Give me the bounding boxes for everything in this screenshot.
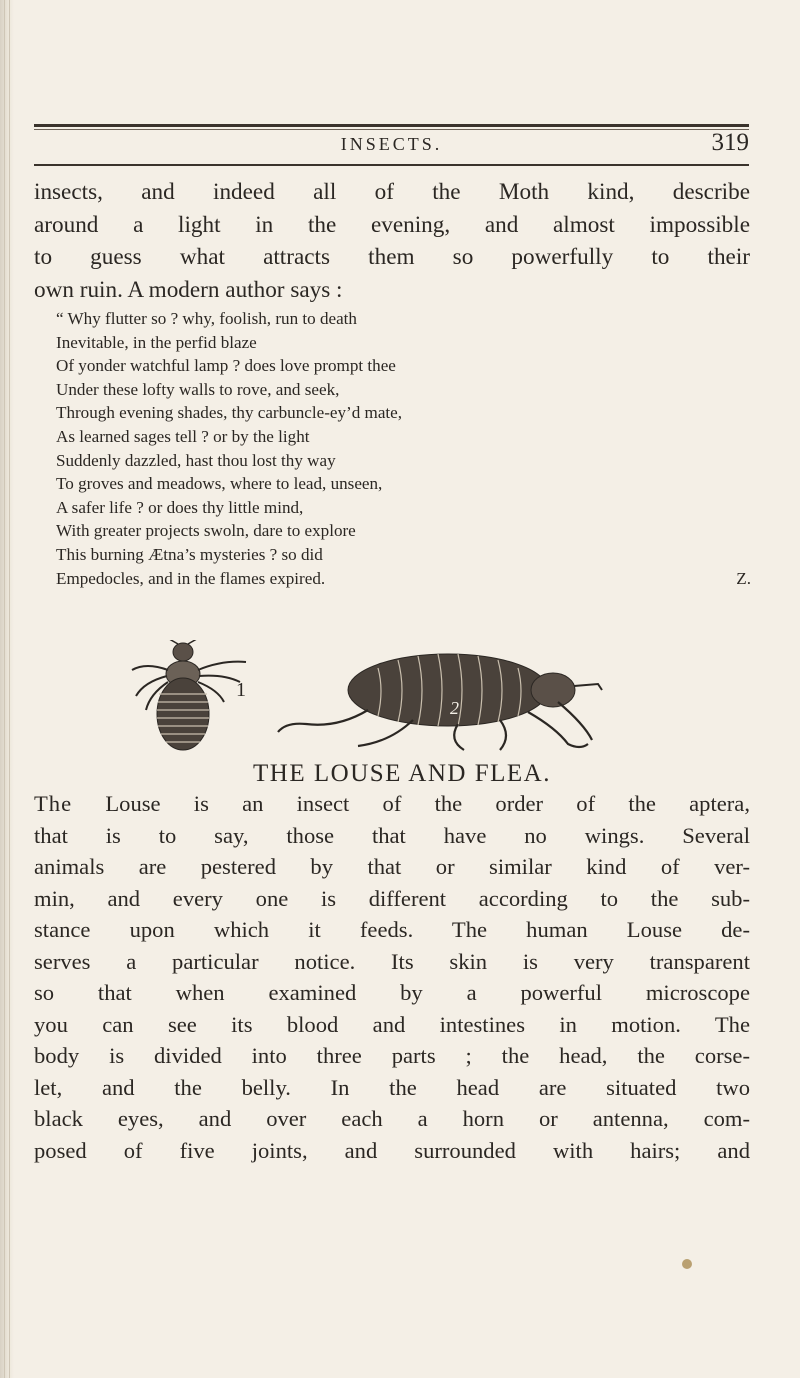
text-line: serves a particular notice. Its skin is very transparent <box>34 948 750 974</box>
running-title: INSECTS. <box>340 134 443 154</box>
paragraph-moth <box>34 176 750 306</box>
louse-illustration <box>132 640 246 750</box>
text-line: so that when examined by a powerful microscope <box>34 980 750 1005</box>
verse-signature: Z. <box>736 568 751 588</box>
text-line-rest: Louse is an insect of the order of the aptera, <box>105 791 750 816</box>
text-line: to guess what attracts them so powerfully to their <box>34 244 750 270</box>
verse-line: “ Why flutter so ? why, foolish, run to death <box>56 309 357 328</box>
figure-number-1: 1 <box>236 679 246 701</box>
verse-line: Inevitable, in the perfid blaze <box>56 332 257 352</box>
verse-line: A safer life ? or does thy little mind, <box>56 497 304 517</box>
figure-number-2: 2 <box>450 698 459 718</box>
text-line: body is divided into three parts ; the head, the corse- <box>34 1043 750 1068</box>
verse-line: To groves and meadows, where to lead, unseen, <box>56 474 383 494</box>
book-spine-shadow <box>0 0 14 1378</box>
verse-line: Under these lofty walls to rove, and seek, <box>56 379 340 399</box>
text-line: min, and every one is different according to the sub- <box>34 885 750 911</box>
verse-line: With greater projects swoln, dare to explore <box>56 521 356 541</box>
verse-quotation <box>56 307 751 590</box>
text-line: animals are pestered by that or similar kind of ver- <box>34 854 750 879</box>
text-line: you can see its blood and intestines in motion. The <box>34 1011 750 1037</box>
text-line: black eyes, and over each a horn or antenna, com- <box>34 1106 750 1131</box>
paper-stain <box>682 1259 692 1269</box>
text-line: let, and the belly. In the head are situated two <box>34 1074 750 1100</box>
header-rule-top <box>34 124 749 127</box>
section-heading: THE LOUSE AND FLEA. <box>253 760 551 787</box>
book-page <box>34 0 778 1378</box>
text-line: posed of five joints, and surrounded with hairs; and <box>34 1137 750 1163</box>
verse-line: Through evening shades, thy carbuncle-ey’d mate, <box>56 403 403 423</box>
header-rule-top-thin <box>34 129 749 130</box>
louse-flea-engraving <box>128 640 648 752</box>
text-line: insects, and indeed all of the Moth kind, describe <box>34 179 750 205</box>
text-line: around a light in the evening, and almost impossible <box>34 211 750 238</box>
verse-line-signed <box>56 567 751 591</box>
verse-line: Suddenly dazzled, hast thou lost thy way <box>56 450 336 470</box>
text-line: stance upon which it feeds. The human Louse de- <box>34 917 750 942</box>
text-line: own ruin. A modern author says : <box>34 276 343 303</box>
text-line <box>34 788 750 820</box>
spine-edge-line <box>4 0 5 1378</box>
text-line: that is to say, those that have no wings. Several <box>34 822 750 848</box>
verse-line: This burning Ætna’s mysteries ? so did <box>56 544 323 564</box>
paragraph-louse <box>34 788 750 1166</box>
spine-edge-line <box>9 0 10 1378</box>
flea-illustration <box>278 654 602 750</box>
lead-word: The <box>34 791 73 816</box>
header-rule-bottom <box>34 164 749 166</box>
verse-line: Of yonder watchful lamp ? does love prompt thee <box>56 356 396 376</box>
verse-line: As learned sages tell ? or by the light <box>56 426 310 446</box>
page-number: 319 <box>711 129 749 156</box>
verse-line: Empedocles, and in the flames expired. <box>56 568 326 588</box>
